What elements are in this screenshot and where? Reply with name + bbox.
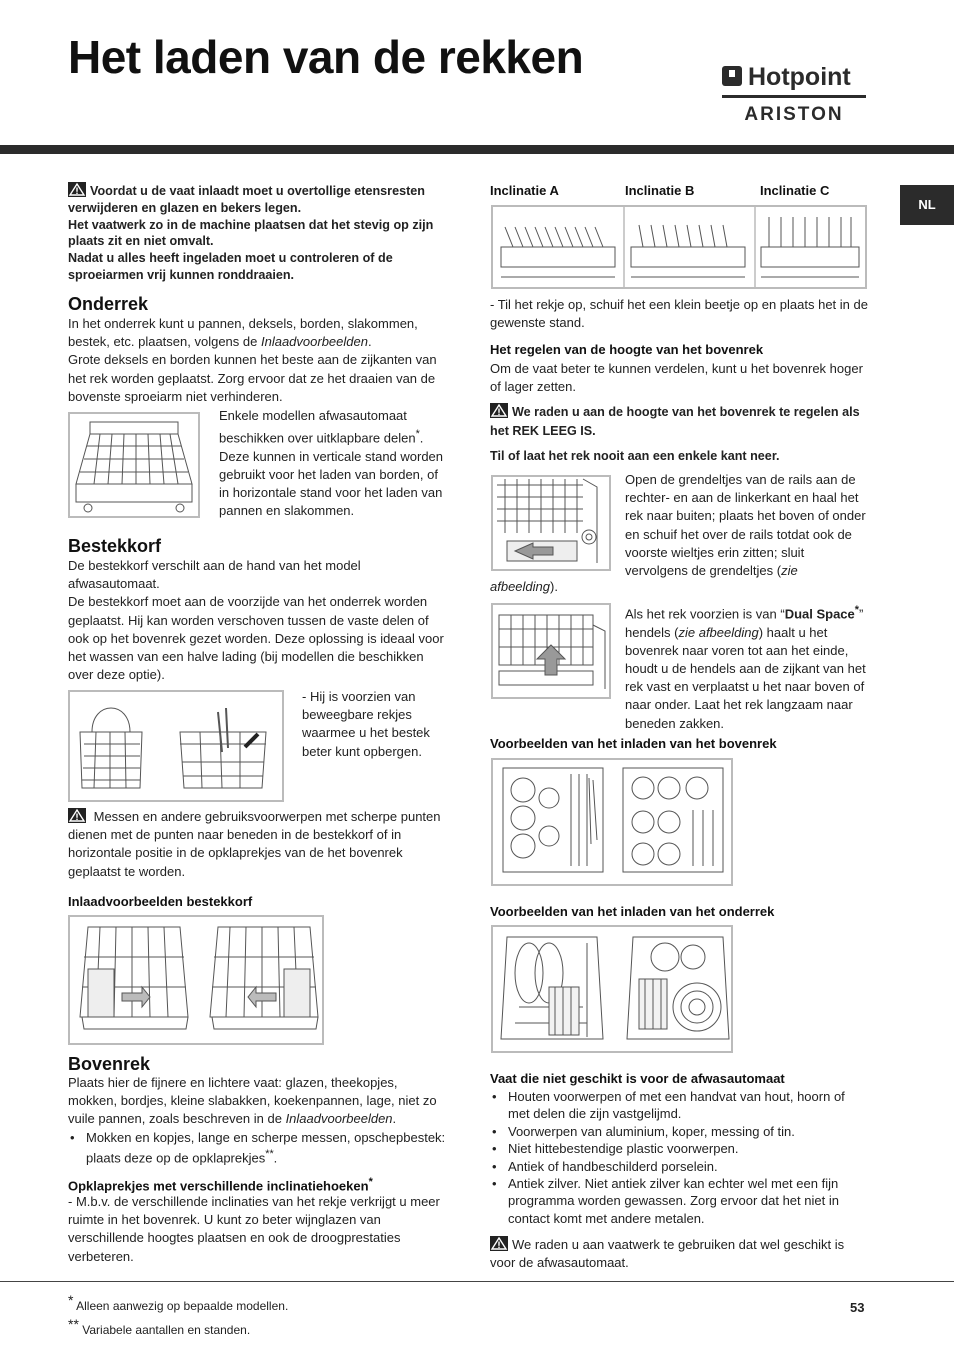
bestekkorf-p3: - Hij is voorzien van beweegbare rekjes waarmee u het bestek beter kunt opbergen. [302,689,430,759]
onderrek-folding-text [219,407,447,521]
warning-icon [68,808,86,823]
ex-top-heading: Voorbeelden van het inladen van het bovenrek [490,736,777,751]
list-item: • Antiek zilver. Niet antiek zilver kan echter wel met een fijn programma worden gewassen. Zorg ervoor dat het niet in contact komt met andere metalen. [490,1175,868,1227]
page-number: 53 [850,1300,865,1315]
onderrek-p3a: Enkele modellen afwasautomaat beschikken over uitklapbare delen [219,408,416,446]
height-warning [490,403,868,440]
dual-space-figure [491,603,611,699]
rails-text [625,471,869,580]
opklap-text [68,1193,450,1266]
asterisk-ref: * [415,428,420,441]
double-asterisk-ref: ** [265,1148,274,1161]
onderrek-heading: Onderrek [68,294,149,314]
onderrek-ref: Inlaadvoorbeelden [260,334,368,350]
logo-sub-text: ARISTON [744,104,844,124]
bestekkorf-heading: Bestekkorf [68,536,162,556]
dual-ref: zie afbeelding [678,624,759,640]
header-bar [0,145,954,154]
tilt-text [490,296,868,332]
dual-text-c: ” hendels ( [625,606,864,640]
cutlery-basket-figure [68,690,284,802]
bovenrek-heading: Bovenrek [68,1054,151,1074]
list-item: • Niet hittebestendige plastic voorwerpen. [490,1140,868,1157]
bovenrek-text: Plaats hier de fijnere en lichtere vaat: glazen, theekopjes, mokken, bordjes, kleine slabakken, koekenpannen, lage, niet zo vuile pannen, zoals beschreven in de Inlaadvoorbeelden. • Mokken en kopjes, lange en scherpe messen, opschepbestek: plaats deze op de opklaprekjes**. [68,1074,448,1167]
intro-warning [68,182,448,284]
warning-icon [490,1236,508,1251]
list-item: • Antiek of handbeschilderd porselein. [490,1158,868,1175]
upper-rack-examples-figure [491,758,733,886]
asterisk-ref: * [368,1176,373,1188]
language-tab: NL [900,185,954,225]
onderrek-p2: Grote deksels en borden kunnen het beste aan de zijkanten van het rek worden geplaatst. Zorg ervoor dat ze het draaien van de bovenste sproeiarm niet verhinderen. [68,352,437,404]
height-paragraph: Om de vaat beter te kunnen verdelen, kunt u het bovenrek hoger of lager zetten. [490,361,863,395]
footnote-1: Alleen aanwezig op bepaalde modellen. [76,1299,289,1313]
footer-divider [0,1281,954,1282]
bestekkorf-racks-text [302,688,450,761]
rails-paragraph: Open de grendeltjes van de rails aan de rechter- en aan de linkerkant en haal het rek naar buiten; plaats het boven of onder en schuif het over de rails totdat ook de voorste wieltjes erin zitten; sluit vervolgens de grendeltjes ( [625,472,866,579]
intro-line-1: Voordat u de vaat inlaadt moet u overtollige etensresten verwijderen en glazen en bekers legen. [68,184,425,215]
asterisk-ref: * [854,604,859,616]
unsuitable-list [490,1088,868,1227]
list-item: • Houten voorwerpen of met een handvat van hout, hoorn of met delen die zijn vastgelijmd. [490,1088,868,1123]
cutlery-examples-figure [68,915,324,1045]
dual-text-a: Als het rek voorzien is van “ [625,606,785,622]
ex-bottom-heading: Voorbeelden van het inladen van het onderrek [490,904,775,919]
bestekkorf-examples-heading: Inlaadvoorbeelden bestekkorf [68,894,253,909]
hotpoint-logo-icon [722,60,868,124]
rails-ref-line: afbeelding). [490,579,558,594]
inclinatie-c-label: Inclinatie C [760,183,830,198]
opklap-heading [68,1173,373,1195]
rails-ref: afbeelding [490,579,550,594]
bovenrek-bullet: • Mokken en kopjes, lange en scherpe messen, opschepbestek: plaats deze op de opklaprekjes**. [68,1129,448,1167]
bestekkorf-p2: De bestekkorf moet aan de voorzijde van het onderrek worden geplaatst. Hij kan worden verschoven tussen de vaste delen of ook op het bovenrek gezet worden. Deze oplossing is ideaal voor het wassen van een halve lading (bij modellen die beschikken over deze optie). [68,594,444,683]
unsuitable-list-wrap [490,1088,868,1227]
height-warning-text: We raden u aan de hoogte van het bovenrek te regelen als het REK LEEG IS. [490,405,860,438]
bestekkorf-text [68,557,450,684]
unsuitable-heading: Vaat die niet geschikt is voor de afwasautomaat [490,1071,785,1086]
bovenrek-bullet-text: Mokken en kopjes, lange en scherpe messen, opschepbestek: plaats deze op de opklaprekjes [86,1129,446,1166]
warning-icon [490,403,508,418]
rails-ref-part: zie [781,563,798,579]
opklap-paragraph: - M.b.v. de verschillende inclinaties van het rekje verkrijgt u meer ruimte in het bovenrek. U kunt zo beter wijnglazen van verschillende hoogtes plaatsen en ook de droogprestaties verbeteren. [68,1194,440,1264]
bestekkorf-p1: De bestekkorf verschilt aan de hand van het model afwasautomaat. [68,558,361,592]
intro-line-2: Het vaatwerk zo in de machine plaatsen dat het stevig op zijn plaats zit en niet omvalt. [68,217,434,249]
rails-figure [491,475,611,571]
bovenrek-p1: Plaats hier de fijnere en lichtere vaat: glazen, theekopjes, mokken, bordjes, kleine slabakken, koekenpannen, lage, niet zo vuile pannen, zoals beschreven in de [68,1075,437,1127]
onderrek-p1: In het onderrek kunt u pannen, deksels, borden, slakommen, bestek, etc. plaatsen, volgens de [68,316,418,350]
footnotes [68,1291,288,1339]
lower-rack-examples-figure [491,925,733,1053]
bestekkorf-warning-text: Messen en andere gebruiksvoorwerpen met scherpe punten dienen met de punten naar beneden in de bestekkorf of in horizontale positie in de opklaprekjes van de het bovenrek geplaatst te worden. [68,809,441,879]
dual-space-text [625,601,869,733]
dual-text-d: ) haalt u het bovenrek naar voren tot aan het einde, houdt u de hendels aan de zijkant van het rek vast en verplaatst u het naar boven of naar onder. Laat het rek langzaam naar beneden zakken. [625,624,866,731]
final-warning [490,1236,868,1272]
dual-space-label: Dual Space [784,606,855,622]
bestekkorf-warning [68,808,452,881]
height-text [490,360,868,396]
lower-rack-figure [68,412,200,518]
onderrek-text: In het onderrek kunt u pannen, deksels, borden, slakommen, bestek, etc. plaatsen, volgens de Inlaadvoorbeelden. Grote deksels en borden kunnen het beste aan de zijkanten van het rek worden geplaatst. Zorg ervoor dat ze het draaien van de bovenste sproeiarm niet verhinderen. [68,315,440,406]
footnote-star: * [68,1292,74,1308]
inclinatie-b-label: Inclinatie B [625,183,695,198]
footnote-2: Variabele aantallen en standen. [82,1323,251,1337]
height-warning-2: Til of laat het rek nooit aan een enkele kant neer. [490,449,780,463]
list-item: • Voorwerpen van aluminium, koper, messing of tin. [490,1123,868,1140]
footnote-dstar: ** [68,1316,79,1332]
height-heading: Het regelen van de hoogte van het bovenrek [490,342,764,357]
opklap-heading-text: Opklaprekjes met verschillende inclinatiehoeken [68,1178,369,1194]
bovenrek-ref: Inlaadvoorbeelden [285,1111,393,1127]
inclination-figure [491,205,867,289]
page-title: Het laden van de rekken [68,31,584,83]
final-warning-text: We raden u aan vaatwerk te gebruiken dat wel geschikt is voor de afwasautomaat. [490,1237,845,1271]
intro-line-3: Nadat u alles heeft ingeladen moet u controleren of de sproeiarmen vrij kunnen ronddraaien. [68,251,393,282]
brand-logo [722,60,868,124]
onderrek-p3b: . Deze kunnen in verticale stand worden gebruikt voor het laden van borden, of in horizontale stand voor het laden van pannen en slakommen. [219,430,444,519]
logo-brand-text: Hotpoint [748,63,851,91]
warning-icon [68,182,86,197]
tilt-paragraph: - Til het rekje op, schuif het een klein beetje op en plaats het in de gewenste stand. [490,297,868,331]
inclinatie-a-label: Inclinatie A [490,183,559,198]
